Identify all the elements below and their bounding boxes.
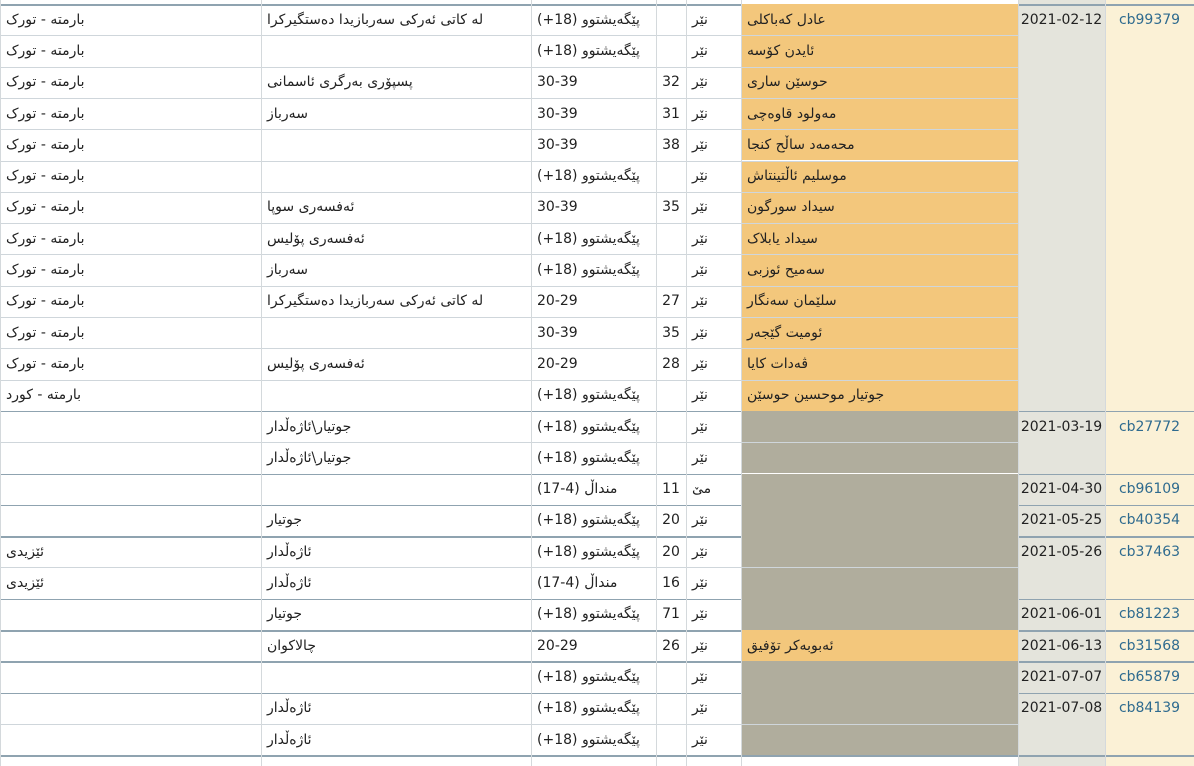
case-id-cell[interactable]: cb96109 (1118, 481, 1181, 498)
row-separator (0, 67, 1018, 68)
row-separator (0, 348, 1018, 349)
gender-cell: نێر (692, 700, 708, 717)
row-separator (0, 98, 1018, 99)
age-group-cell: پێگەیشتوو (18+) (537, 668, 640, 685)
column-separator (261, 0, 262, 766)
gender-cell: مێ (692, 481, 712, 498)
table-row (0, 348, 1194, 379)
gender-cell: نێر (692, 355, 708, 372)
note-cell (261, 317, 531, 348)
note-cell: پسپۆری بەرگری ئاسمانی (267, 74, 413, 91)
age-group-cell: پێگەیشتوو (18+) (537, 262, 640, 279)
nationality-cell (0, 599, 261, 630)
note-cell (261, 661, 531, 692)
table-row (0, 35, 1194, 66)
table-row (0, 693, 1194, 724)
nationality-cell (0, 630, 261, 661)
age-group-cell: 30-39 (537, 324, 578, 341)
nationality-cell (0, 693, 261, 724)
row-separator (0, 161, 1018, 162)
gender-cell: نێر (692, 136, 708, 153)
age-cell: 35 (662, 324, 680, 341)
incident-date-cell: 2021-06-01 (1020, 606, 1103, 623)
nationality-cell (0, 474, 261, 505)
note-cell: جوتیار (267, 606, 303, 623)
age-cell: 35 (662, 199, 680, 216)
nationality-cell: بارمتە - تورک (6, 136, 85, 153)
age-cell (656, 4, 686, 35)
gender-cell: نێر (692, 606, 708, 623)
age-cell: 11 (662, 481, 680, 498)
nationality-cell: بارمتە - تورک (6, 42, 85, 59)
name-cell: ئەبوبەکر تۆفیق (741, 630, 1018, 661)
note-cell: ئاژەڵدار (267, 700, 312, 717)
age-cell (656, 442, 686, 473)
table-row (0, 661, 1194, 692)
name-cell: سیداد یابلاک (741, 223, 1018, 254)
gender-cell: نێر (692, 637, 708, 654)
age-group-cell: منداڵ (4-17) (537, 481, 618, 498)
note-cell: چالاکوان (267, 637, 316, 654)
age-cell (656, 661, 686, 692)
case-id-cell[interactable]: cb31568 (1118, 637, 1181, 654)
row-separator (0, 286, 1018, 287)
age-group-cell: 30-39 (537, 199, 578, 216)
row-separator (0, 35, 1018, 36)
name-cell (741, 442, 1018, 473)
column-separator (1018, 0, 1019, 766)
nationality-cell: بارمتە - تورک (6, 105, 85, 122)
case-id-cell[interactable]: cb27772 (1118, 418, 1181, 435)
age-cell: 38 (662, 136, 680, 153)
row-separator (0, 567, 1018, 568)
table-row (0, 505, 1194, 536)
table-row (0, 223, 1194, 254)
row-separator (0, 724, 1018, 725)
note-cell: لە کاتی ئەرکی سەربازیدا دەستگیرکرا (267, 293, 484, 310)
name-cell: سیداد سورگون (741, 192, 1018, 223)
nationality-cell (0, 724, 261, 755)
row-separator (0, 442, 1018, 443)
age-cell (656, 161, 686, 192)
column-separator (656, 0, 657, 766)
name-cell (741, 536, 1018, 567)
incident-date-cell: 2021-02-12 (1020, 11, 1103, 28)
nationality-cell (0, 661, 261, 692)
note-cell: سەرباز (267, 262, 308, 279)
nationality-cell: بارمتە - تورک (6, 168, 85, 185)
table-row (0, 254, 1194, 285)
nationality-cell (0, 442, 261, 473)
table-row (0, 724, 1194, 755)
nationality-cell: بارمتە - تورک (6, 11, 85, 28)
age-group-cell: پێگەیشتوو (18+) (537, 387, 640, 404)
table-row (0, 567, 1194, 598)
name-cell (741, 474, 1018, 505)
case-id-cell[interactable]: cb81223 (1118, 606, 1181, 623)
table-row (0, 67, 1194, 98)
nationality-cell: ئێزیدی (6, 543, 45, 560)
name-cell: جوتیار موحسین حوسێن (741, 380, 1018, 411)
table-row (0, 192, 1194, 223)
age-group-cell: پێگەیشتوو (18+) (537, 418, 640, 435)
column-separator (1105, 0, 1106, 766)
name-cell (741, 724, 1018, 755)
note-cell: جوتیار (267, 512, 303, 529)
name-cell: ئایدن کۆسە (741, 35, 1018, 66)
gender-cell: نێر (692, 262, 708, 279)
name-cell (741, 567, 1018, 598)
note-cell: ئاژەڵدار (267, 543, 312, 560)
incident-date-cell: 2021-06-13 (1020, 637, 1103, 654)
gender-cell: نێر (692, 105, 708, 122)
column-separator (531, 0, 532, 766)
table-row (0, 599, 1194, 630)
incident-date-cell: 2021-03-19 (1020, 418, 1103, 435)
table-row (0, 380, 1194, 411)
group-separator (0, 755, 1194, 757)
gender-cell: نێر (692, 199, 708, 216)
case-id-cell[interactable]: cb40354 (1118, 512, 1181, 529)
row-separator (0, 317, 1018, 318)
note-cell: ئەفسەری سوپا (267, 199, 355, 216)
age-group-cell: 30-39 (537, 136, 578, 153)
name-cell: عادل کەباکلی (741, 4, 1018, 35)
age-cell (656, 380, 686, 411)
age-cell: 27 (662, 293, 680, 310)
nationality-cell: بارمتە - کورد (6, 387, 81, 404)
age-cell: 28 (662, 355, 680, 372)
age-cell: 31 (662, 105, 680, 122)
case-id-cell[interactable]: cb84139 (1118, 700, 1181, 717)
incident-date-cell: 2021-07-08 (1020, 700, 1103, 717)
age-group-cell: پێگەیشتوو (18+) (537, 606, 640, 623)
column-separator (686, 0, 687, 766)
age-group-cell: پێگەیشتوو (18+) (537, 731, 640, 748)
table-row (0, 630, 1194, 661)
note-cell (261, 35, 531, 66)
age-group-cell: پێگەیشتوو (18+) (537, 42, 640, 59)
incident-date-cell: 2021-05-26 (1020, 543, 1103, 560)
age-group-cell: پێگەیشتوو (18+) (537, 168, 640, 185)
case-id-cell[interactable]: cb99379 (1118, 11, 1181, 28)
table-row (0, 286, 1194, 317)
name-cell: محەمەد ساڵح کنجا (741, 129, 1018, 160)
note-cell: جوتیار\ئاژەڵدار (267, 418, 352, 435)
gender-cell: نێر (692, 543, 708, 560)
table-row (0, 474, 1194, 505)
column-separator (741, 0, 742, 766)
incident-date-cell: 2021-04-30 (1020, 481, 1103, 498)
age-group-cell: پێگەیشتوو (18+) (537, 11, 640, 28)
name-cell: حوسێن ساری (741, 67, 1018, 98)
age-group-cell: پێگەیشتوو (18+) (537, 700, 640, 717)
age-cell: 32 (662, 74, 680, 91)
note-cell: لە کاتی ئەرکی سەربازیدا دەستگیرکرا (267, 11, 484, 28)
note-cell (261, 380, 531, 411)
nationality-cell: بارمتە - تورک (6, 355, 85, 372)
gender-cell: نێر (692, 293, 708, 310)
table-row (0, 4, 1194, 35)
age-cell: 71 (662, 606, 680, 623)
case-id-cell[interactable]: cb65879 (1118, 668, 1181, 685)
table-row (0, 98, 1194, 129)
age-group-cell: 20-29 (537, 637, 578, 654)
gender-cell: نێر (692, 230, 708, 247)
name-cell: موسلیم ئاڵتینتاش (741, 161, 1018, 192)
age-cell (656, 724, 686, 755)
nationality-cell: بارمتە - تورک (6, 293, 85, 310)
gender-cell: نێر (692, 418, 708, 435)
nationality-cell: ئێزیدی (6, 575, 45, 592)
table-row (0, 411, 1194, 442)
row-separator (0, 254, 1018, 255)
name-cell: مەولود قاوەچی (741, 98, 1018, 129)
incident-date-cell: 2021-05-25 (1020, 512, 1103, 529)
gender-cell: نێر (692, 387, 708, 404)
table-row (0, 442, 1194, 473)
column-separator (0, 0, 1, 766)
note-cell (261, 474, 531, 505)
gender-cell: نێر (692, 512, 708, 529)
note-cell: ئاژەڵدار (267, 575, 312, 592)
incident-date-cell: 2021-07-07 (1020, 668, 1103, 685)
name-cell: سلێمان سەنگار (741, 286, 1018, 317)
note-cell: ئەفسەری پۆلیس (267, 355, 365, 372)
age-group-cell: پێگەیشتوو (18+) (537, 512, 640, 529)
gender-cell: نێر (692, 324, 708, 341)
age-cell (656, 693, 686, 724)
name-cell (741, 599, 1018, 630)
note-cell: جوتیار\ئاژەڵدار (267, 449, 352, 466)
name-cell (741, 505, 1018, 536)
note-cell: سەرباز (267, 105, 308, 122)
age-group-cell: منداڵ (4-17) (537, 575, 618, 592)
table-row (0, 129, 1194, 160)
nationality-cell (0, 411, 261, 442)
age-group-cell: پێگەیشتوو (18+) (537, 543, 640, 560)
age-cell (656, 223, 686, 254)
name-cell: ڤەدات کایا (741, 348, 1018, 379)
row-separator (0, 223, 1018, 224)
age-cell (656, 254, 686, 285)
gender-cell: نێر (692, 168, 708, 185)
name-cell: سەمیح ئوزبی (741, 254, 1018, 285)
gender-cell: نێر (692, 575, 708, 592)
row-separator (0, 129, 1018, 130)
gender-cell: نێر (692, 668, 708, 685)
name-cell (741, 661, 1018, 692)
nationality-cell: بارمتە - تورک (6, 199, 85, 216)
age-group-cell: 20-29 (537, 293, 578, 310)
row-separator (0, 192, 1018, 193)
nationality-cell: بارمتە - تورک (6, 262, 85, 279)
age-group-cell: پێگەیشتوو (18+) (537, 230, 640, 247)
nationality-cell (0, 505, 261, 536)
age-cell (656, 35, 686, 66)
nationality-cell: بارمتە - تورک (6, 324, 85, 341)
gender-cell: نێر (692, 74, 708, 91)
note-cell: ئاژەڵدار (267, 731, 312, 748)
name-cell (741, 411, 1018, 442)
gender-cell: نێر (692, 731, 708, 748)
age-group-cell: 30-39 (537, 74, 578, 91)
table-row (0, 536, 1194, 567)
table-row (0, 317, 1194, 348)
gender-cell: نێر (692, 449, 708, 466)
name-cell: ئومیت گێجەر (741, 317, 1018, 348)
case-id-cell[interactable]: cb37463 (1118, 543, 1181, 560)
age-group-cell: 20-29 (537, 355, 578, 372)
gender-cell: نێر (692, 42, 708, 59)
nationality-cell: بارمتە - تورک (6, 74, 85, 91)
age-cell: 20 (662, 512, 680, 529)
table-row (0, 161, 1194, 192)
note-cell (261, 161, 531, 192)
age-cell: 16 (662, 575, 680, 592)
gender-cell: نێر (692, 11, 708, 28)
age-group-cell: پێگەیشتوو (18+) (537, 449, 640, 466)
nationality-cell: بارمتە - تورک (6, 230, 85, 247)
age-group-cell: 30-39 (537, 105, 578, 122)
age-cell: 26 (662, 637, 680, 654)
note-cell (261, 129, 531, 160)
age-cell: 20 (662, 543, 680, 560)
name-cell (741, 693, 1018, 724)
note-cell: ئەفسەری پۆلیس (267, 230, 365, 247)
age-cell (656, 411, 686, 442)
row-separator (0, 380, 1018, 381)
